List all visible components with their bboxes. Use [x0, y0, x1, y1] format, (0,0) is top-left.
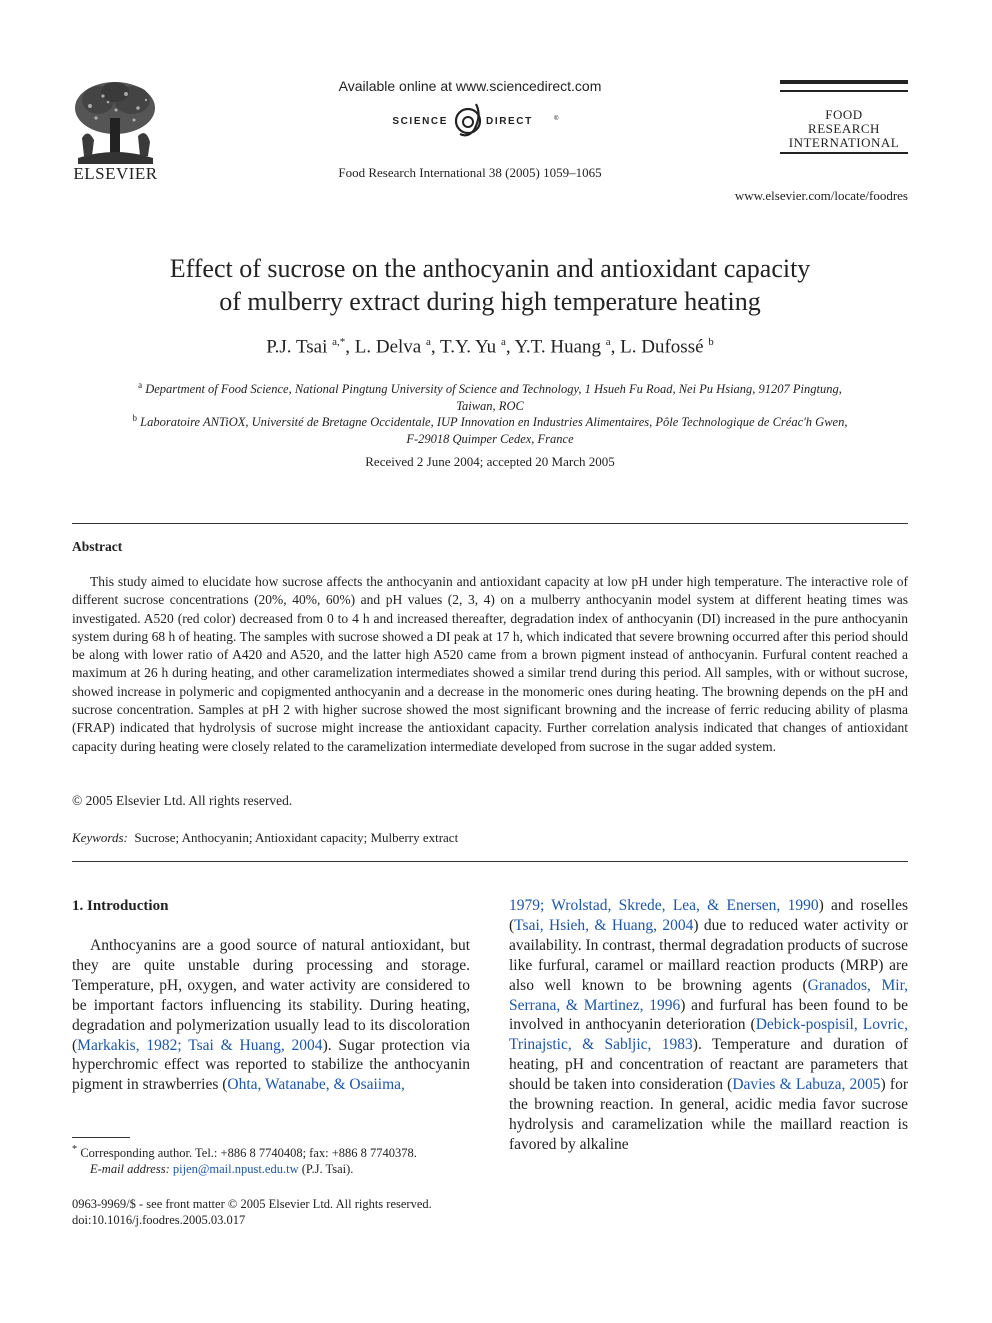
section-heading-introduction: 1. Introduction	[72, 898, 169, 914]
publisher-name: ELSEVIER	[73, 164, 158, 183]
footnote-mark: *	[72, 1144, 78, 1155]
article-title-line: Effect of sucrose on the anthocyanin and antioxidant capacity	[169, 254, 811, 283]
journal-rule-top-thin	[780, 90, 908, 92]
footnote	[72, 1142, 482, 1177]
author-affiliation-mark[interactable]: a	[425, 336, 431, 348]
journal-name-line: INTERNATIONAL	[788, 135, 900, 150]
author-name[interactable]: L. Dufossé	[620, 336, 704, 358]
abstract-text: This study aimed to elucidate how sucrose affects the anthocyanin and antioxidant capacity at low pH under high temperature. The interactive role of different sucrose concentrations (20%, 40%, 60%) and pH values (2, 3, 4) on a mulberry anthocyanin model system at different heating times was investigated. A520 (red color) decreased from 0 to 4 h and increased thereafter, degradation index of anthocyanin (DI) increased in the pure anthocyanin system during 68 h of heating. The samples with sucrose showed a DI peak at 17 h, which indicated that severe browning occurred after this period should be along with lower ratio of A420 and A520, and the latter high A520 came from a brown pigment instead of anthocyanin. Furfural content reached a maximum at 26 h during heating, and other caramelization intermediates showed a similar trend during this period. All samples, with or without sucrose, showed increase in polymeric and copigmented anthocyanin and a decrease in the monomeric ones during heating. The browning depends on the pH and sucrose concentration. Samples at pH 2 with higher sucrose showed the most significant browning and the increase of ferric reducing ability of plasma (FRAP) indicated that hydrolysis of sucrose might increase the antioxidant capacity. Further correlation analysis indicated that changes of antioxidant capacity during heating were closely related to the caramelization intermediate developed from sucrose in the sugar added system.	[72, 574, 908, 754]
author-affiliation-mark[interactable]: a	[500, 336, 506, 348]
affiliation-text: Taiwan, ROC	[456, 399, 524, 414]
journal-citation: Food Research International 38 (2005) 1059–1065	[338, 165, 602, 180]
affiliation-text: Laboratoire ANTiOX, Université de Bretagne Occidentale, IUP Innovation en Industries Alimentaires, Pôle Technologique de Créac'h Gwen,	[140, 415, 848, 430]
abstract-copyright: © 2005 Elsevier Ltd. All rights reserved.	[72, 793, 293, 808]
footnote-rule	[72, 1137, 130, 1138]
article-title	[72, 252, 908, 318]
author-list: P.J. Tsai $^{a,*}$, L. Delva $^a$, T.Y. Yu $^a$, Y.T. Huang $^a$, L. Dufossé $^b$	[266, 336, 714, 358]
divider-bottom	[72, 861, 908, 862]
citation-link[interactable]: Markakis, 1982; Tsai & Huang, 2004	[77, 1036, 323, 1054]
author-affiliation-mark[interactable]: b	[708, 336, 714, 348]
body-text: ) due to reduced water activity or availability. In contrast, thermal degradation products of sucrose like furfural, caramel or maillard reaction products (MRP) are also well known to be browning agents (	[509, 916, 908, 994]
author-name[interactable]: L. Delva	[354, 336, 422, 358]
author-name[interactable]: T.Y. Yu	[440, 336, 497, 358]
journal-name-block	[780, 108, 908, 150]
divider-top	[72, 523, 908, 524]
affiliation-mark: b	[132, 413, 138, 423]
keywords	[72, 830, 458, 846]
footnote-corresponding	[72, 1142, 482, 1161]
email-label: E-mail address:	[90, 1162, 170, 1177]
citation-link[interactable]: Debick-pospisil, Lovric, Trinajstic, & Sabljic, 1983	[509, 1016, 908, 1054]
svg-text:®: ®	[554, 116, 559, 122]
body-text: ). Temperature and duration of heating, pH and concentration of reactant are parameters that should be taken into consideration (	[509, 1036, 908, 1094]
available-online-text: Available online at www.sciencedirect.com	[338, 78, 602, 94]
citation-link[interactable]: Ohta, Watanabe, & Osaiima,	[227, 1076, 405, 1094]
journal-rule-bottom	[780, 152, 908, 154]
body-text: Anthocyanins are a good source of natural antioxidant, but they are quite unstable during processing and storage. Temperature, pH, oxygen, and water activity are considered to be important factors influencing its stability. During heating, degradation and polymerization usually lead to its discoloration (	[72, 937, 470, 1054]
author-name[interactable]: P.J. Tsai	[266, 336, 328, 358]
email-link[interactable]: pijen@mail.npust.edu.tw	[172, 1162, 299, 1177]
body-column-right	[509, 896, 908, 1155]
citation-link[interactable]: Granados, Mir, Serrana, & Martinez, 1996	[509, 976, 908, 1014]
affiliation-mark: a	[138, 380, 143, 390]
footnote-email-line	[72, 1161, 482, 1177]
author-affiliation-mark[interactable]: a	[605, 336, 611, 348]
journal-rule-top	[780, 80, 908, 84]
sciencedirect-logo-icon	[378, 100, 568, 140]
email-suffix: (P.J. Tsai).	[301, 1162, 354, 1177]
citation-link[interactable]: Davies & Labuza, 2005	[732, 1076, 881, 1094]
affiliation-b	[90, 410, 890, 448]
body-text: ) and roselles (	[509, 897, 909, 934]
body-text: ) and furfural has been found to be involved in anthocyanin deterioration (	[509, 996, 908, 1034]
issn-text: 0963-9969/$ - see front matter © 2005 Elsevier Ltd. All rights reserved.	[72, 1197, 432, 1211]
journal-name-line: FOOD	[825, 107, 863, 122]
sciencedirect-logo-right-text: DIRECT	[486, 116, 533, 127]
corresponding-author-text: Corresponding author. Tel.: +886 8 7740408; fax: +886 8 7740378.	[80, 1146, 417, 1161]
journal-url-link[interactable]: www.elsevier.com/locate/foodres	[734, 188, 908, 203]
issn-block	[72, 1196, 502, 1228]
journal-name-line: RESEARCH	[808, 121, 880, 136]
author-name[interactable]: Y.T. Huang	[514, 336, 601, 358]
article-title-line: of mulberry extract during high temperature heating	[219, 287, 761, 316]
body-text: ). Sugar protection via hyperchromic effect was reported to stabilize the anthocyanin pigment in strawberries (	[72, 1036, 470, 1094]
body-text: ) for the browning reaction. In general, acidic media favor sucrose hydrolysis and caramelization while the maillard reaction is favored by alkaline	[509, 1076, 908, 1153]
abstract-heading: Abstract	[72, 539, 123, 554]
affiliation-text: Department of Food Science, National Pingtung University of Science and Technology, 1 Hsueh Fu Road, Nei Pu Hsiang, 91207 Pingtung,	[145, 382, 842, 397]
sciencedirect-logo-left-text: SCIENCE	[392, 116, 448, 127]
elsevier-tree-logo-icon	[68, 78, 163, 166]
citation-link[interactable]: Tsai, Hsieh, & Huang, 2004	[514, 916, 694, 934]
body-column-left	[72, 936, 470, 1095]
affiliation-text: F-29018 Quimper Cedex, France	[406, 432, 574, 447]
citation-link[interactable]: 1979; Wrolstad, Skrede, Lea, & Enersen, 1990	[509, 897, 819, 914]
received-dates: Received 2 June 2004; accepted 20 March 2005	[365, 454, 615, 469]
author-affiliation-mark[interactable]: a,*	[332, 336, 346, 348]
doi-text: doi:10.1016/j.foodres.2005.03.017	[72, 1213, 246, 1227]
keywords-list: Sucrose; Anthocyanin; Antioxidant capacity; Mulberry extract	[134, 830, 459, 845]
keywords-label: Keywords:	[72, 830, 128, 845]
